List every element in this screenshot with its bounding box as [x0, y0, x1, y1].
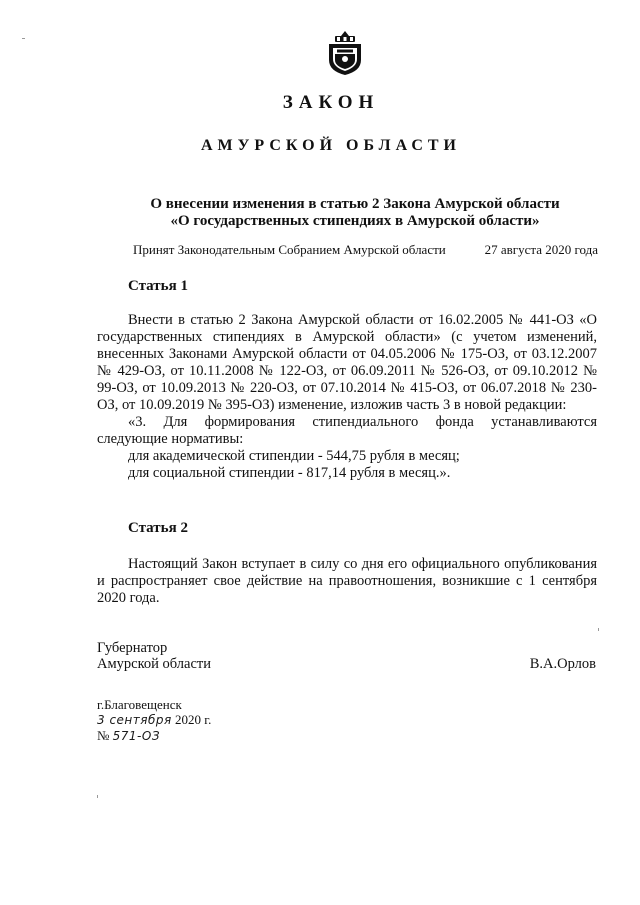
signing-year: 2020 г. [174, 712, 212, 727]
handwritten-date: 3 сентября [97, 713, 172, 727]
article-1-item-social: для социальной стипендии - 817,14 рубля в месяц.». [128, 465, 451, 481]
coat-of-arms-icon [325, 30, 365, 76]
scan-mark [97, 795, 98, 798]
signature-position [97, 640, 211, 672]
signing-date [97, 712, 211, 728]
adoption-line [133, 242, 598, 258]
signatory-name: В.А.Орлов [529, 656, 596, 672]
article-1-item-academic: для академической стипендии - 544,75 рубля в месяц; [128, 448, 460, 464]
handwritten-number: 571-ОЗ [112, 729, 161, 743]
article-1-quote: «3. Для формирования стипендиального фонда устанавливаются следующие нормативы: [97, 414, 597, 447]
adopted-by: Принят Законодательным Собранием Амурской области [133, 242, 446, 257]
law-number [97, 728, 211, 744]
article-1-heading: Статья 1 [128, 278, 188, 294]
adoption-date: 27 августа 2020 года [484, 242, 598, 257]
scan-mark [598, 628, 599, 631]
law-region: АМУРСКОЙ ОБЛАСТИ [201, 137, 461, 154]
article-1-text: Внести в статью 2 Закона Амурской области от 16.02.2005 № 441-ОЗ «О государственных стипендиях в Амурской области» (с учетом изменений, внесенных Законами Амурской области от 04.05.2006 № 175-ОЗ, от 03.12.2007 № 429-ОЗ, от 10.11.2008 № 122-ОЗ, от 06.09.2011 № 526-ОЗ, от 09.10.2012 № 99-ОЗ, от 10.09.2013 № 220-ОЗ, от 07.10.2014 № 415-ОЗ, от 06.07.2018 № 230-ОЗ, от 10.09.2019 № 395-ОЗ) изменение, изложив часть 3 в новой редакции: [97, 312, 597, 413]
article-1-body [97, 312, 597, 482]
document-title: О внесении изменения в статью 2 Закона Амурской области «О государственных стипендиях в Амурской области» [150, 196, 560, 229]
article-2-body [97, 556, 597, 607]
article-2-heading: Статья 2 [128, 520, 188, 536]
scan-mark [22, 38, 25, 39]
law-title: ЗАКОН [282, 92, 380, 113]
position-line-2: Амурской области [97, 656, 211, 672]
article-2-text: Настоящий Закон вступает в силу со дня его официального опубликования и распространяет свое действие на правоотношения, возникшие с 1 сентября 2020 года. [97, 556, 597, 606]
place-and-number [97, 697, 211, 744]
number-prefix: № [97, 728, 110, 743]
city: г.Благовещенск [97, 697, 182, 712]
position-line-1: Губернатор [97, 640, 168, 656]
